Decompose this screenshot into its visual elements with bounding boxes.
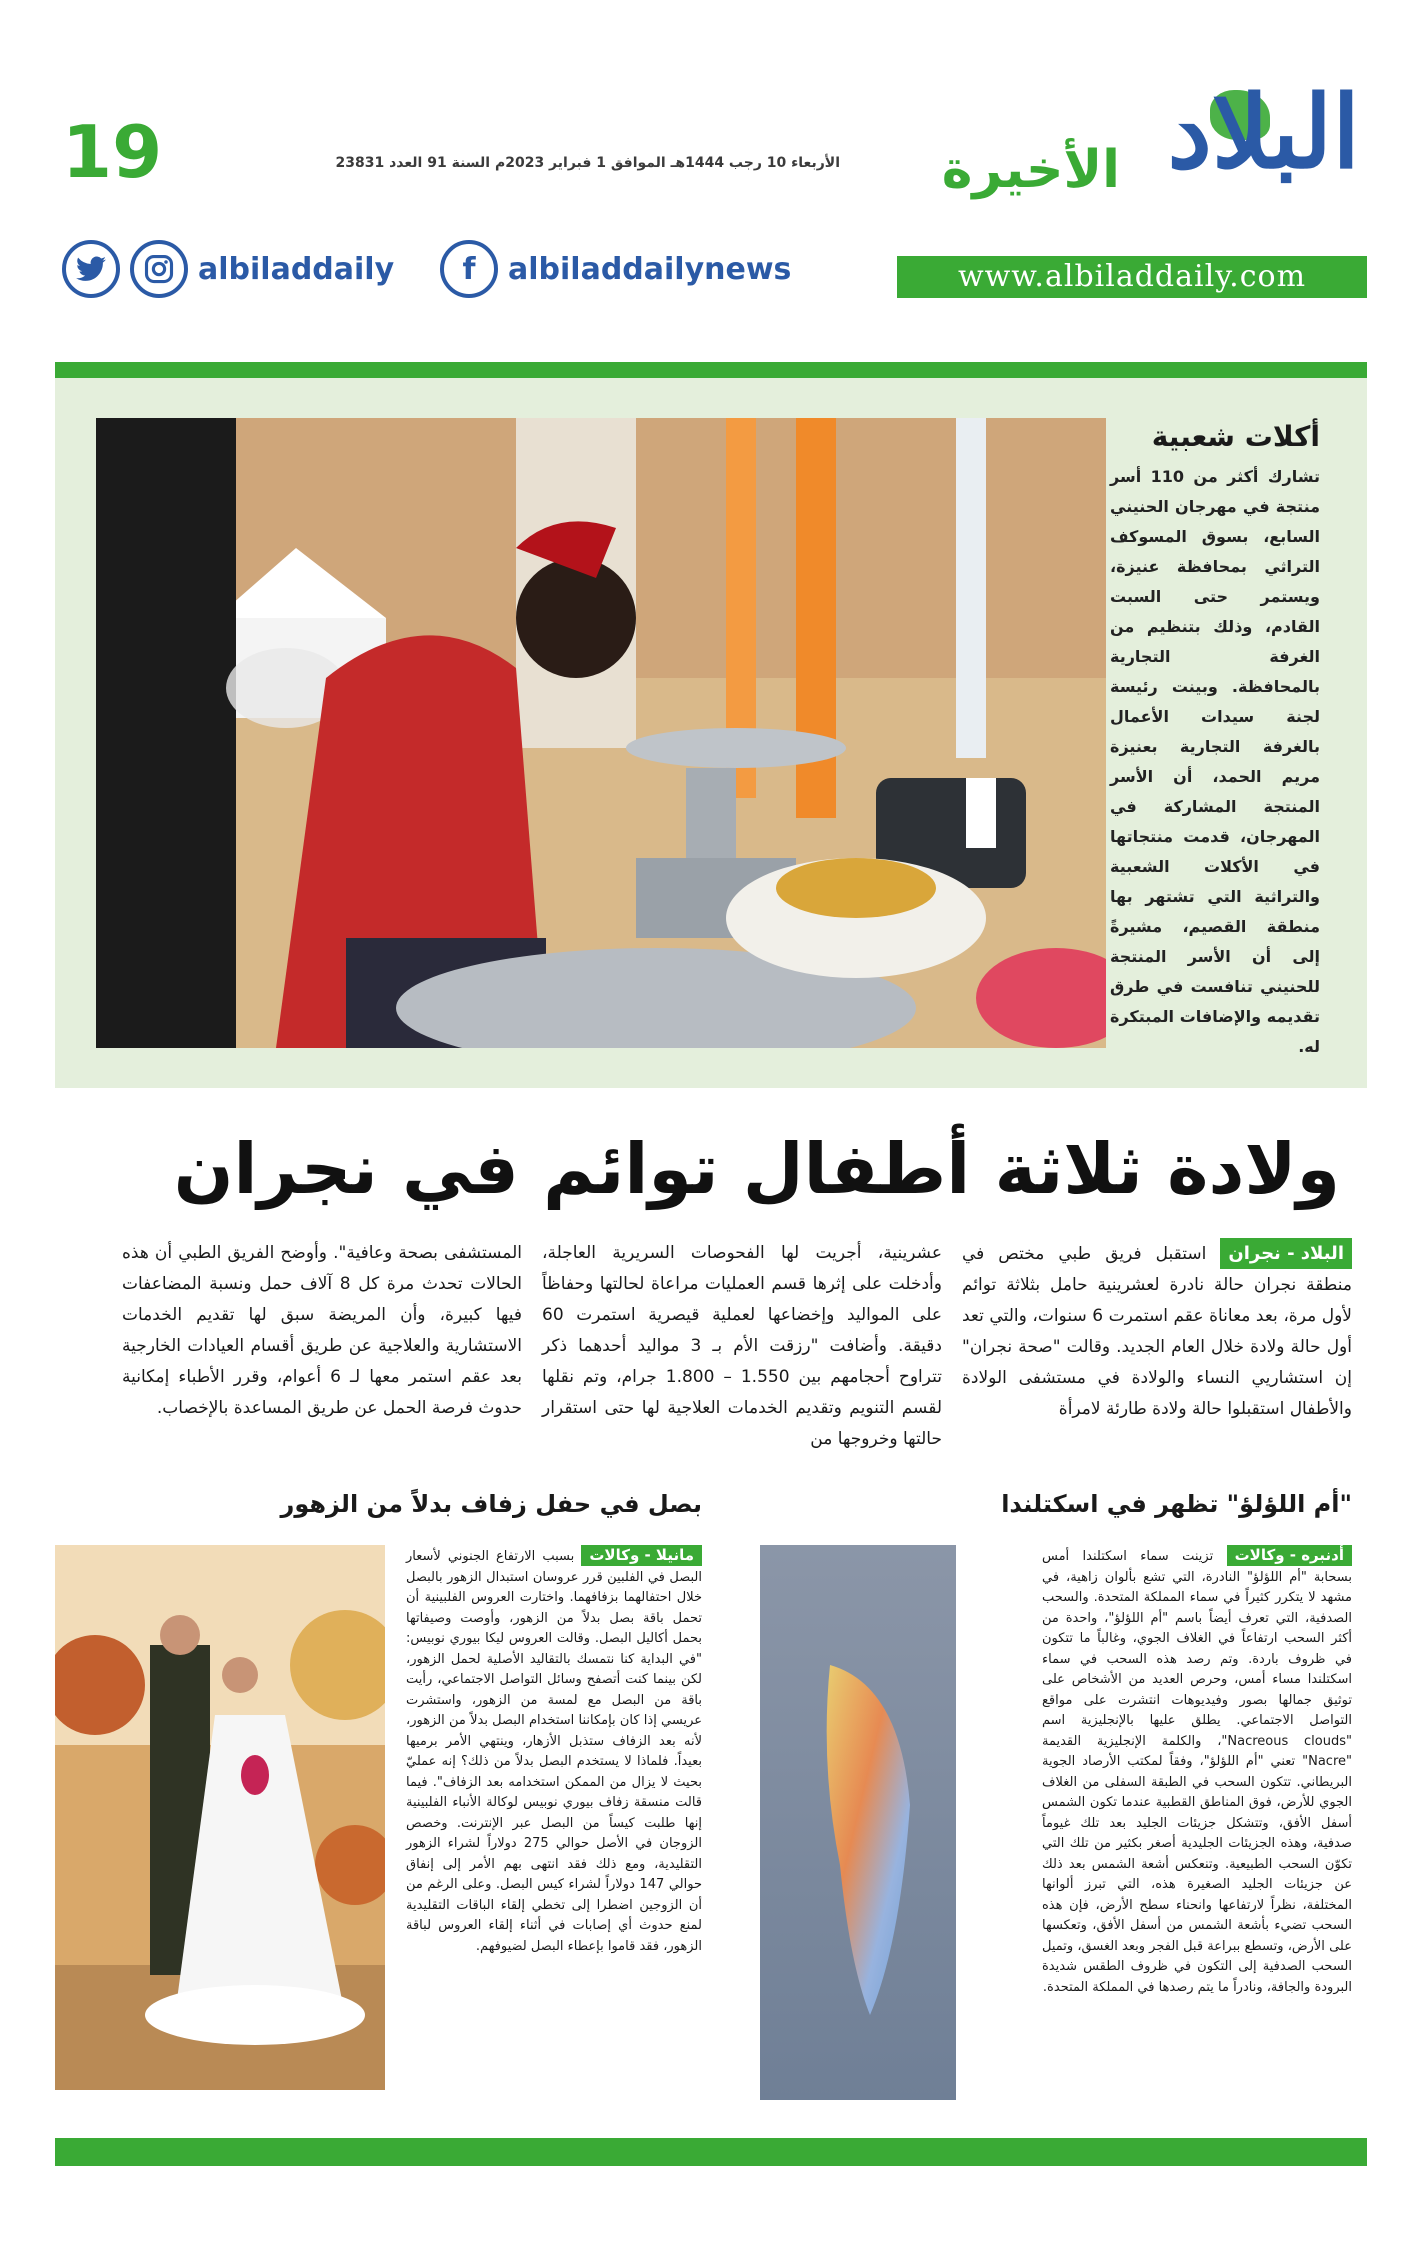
twitter-icon bbox=[62, 240, 120, 298]
onion-column bbox=[406, 1545, 702, 1957]
facebook-social[interactable] bbox=[440, 240, 791, 298]
facebook-handle: albiladdailynews bbox=[508, 251, 792, 287]
onion-body: بسبب الارتفاع الجنوني لأسعار البصل في الفلبين قرر عروسان استبدال الزهور بالبصل خلال احتفالهما بزفافهما. واختارت العروس الفلبينية أن تحمل باقة بصل بدلاً من الزهور، وأوصت وصيفاتها بحمل أكاليل البصل. وقالت العروس ليكا بيوري نوبيس: "في البداية كنا نتمسك بالتقاليد الأصلية لحمل الزهور، لكن بينما كنت أتصفح وسائل التواصل الاجتماعي، رأيت باقة من البصل مع لمسة من الزهور، واستشرت عريسي إذا كان بإمكاننا استخدام البصل بدلاً من الزهور، لأنه بعد الزفاف ستذبل الأزهار، وينتهي الأمر برميها بعيداً. فلماذا لا يستخدم البصل بدلاً من ذلك؟ إنه عمليّ بحيث لا يزال من الممكن استخدامه بعد الزفاف". فيما قالت منسقة زفاف بيوري نوبيس لوكالة الأنباء الفلبينية إنها طلبت كيساً من البصل عبر الإنترنت. وخصص الزوجان في الأصل حوالي 275 دولاراً لشراء الزهور التقليدية، ومع ذلك فقد انتهى بهم الأمر إلى إنفاق حوالي 147 دولاراً لشراء كيس البصل. وعلى الرغم من أن الزوجين اضطرا إلى تخطي إلقاء الباقات التقليدية لمنع حدوث أي إصابات في أثناء إلقاء العروس لباقة الزهور، فقد قاموا بإعطاء البصل لضيوفهم. bbox=[406, 1549, 702, 1954]
main-col1-text: استقبل فريق طبي مختص في منطقة نجران حالة نادرة لعشرينية حامل بثلاثة توائم لأول مرة، بعد معاناة عقم استمرت 6 سنوات، والتي تعد أول حالة ولادة خلال العام الجديد. وقالت "صحة نجران" إن استشاريي النساء والولادة في مستشفى الولادة والأطفال استقبلوا حالة ولادة طارئة لامرأة bbox=[962, 1244, 1352, 1419]
onion-kicker: مانيلا - وكالات bbox=[581, 1545, 702, 1566]
dateline: الأربعاء 10 رجب 1444هـ الموافق 1 فبراير 2023م السنة 91 العدد 23831 bbox=[335, 155, 840, 171]
bottom-divider bbox=[55, 2138, 1367, 2166]
pearl-column bbox=[1042, 1545, 1352, 1998]
main-column-1 bbox=[962, 1238, 1352, 1425]
instagram-handle: albiladdaily bbox=[198, 251, 395, 287]
feature-title: أكلات شعبية bbox=[1151, 420, 1320, 453]
section-name: الأخيرة bbox=[941, 140, 1120, 200]
newspaper-logo: البلاد bbox=[1167, 73, 1360, 191]
instagram-icon bbox=[130, 240, 188, 298]
main-col3-text: المستشفى بصحة وعافية". وأوضح الفريق الطبي أن هذه الحالات تحدث مرة كل 8 آلاف حمل ونسبة المضاعفات فيها كبيرة، وأن المريضة سبق لها تقديم الخدمات الاستشارية والعلاجية عن طريق أقسام العيادات الخارجية بعد عقم استمر معها لـ 6 أعوام، وقرر الأطباء إمكانية حدوث فرصة الحمل عن طريق المساعدة بالإخصاب. bbox=[122, 1243, 522, 1418]
main-headline: ولادة ثلاثة أطفال توائم في نجران bbox=[173, 1128, 1340, 1210]
twitter-instagram-social[interactable] bbox=[62, 240, 394, 298]
pearl-body: تزينت سماء اسكتلندا أمس بسحابة "أم اللؤلؤ" النادرة، التي تشع بألوان زاهية، في مشهد لا يتكرر كثيراً في سماء المملكة المتحدة. والسحب الصدفية، التي تعرف أيضاً باسم "أم اللؤلؤ"، واحدة من أكثر السحب ارتفاعاً في الغلاف الجوي، وغالباً ما تتكون في ظروف باردة. وتم رصد هذه السحب في سماء اسكتلندا مساء أمس، وحرص العديد من الأشخاص على توثيق جمالها بصور وفيديوهات انتشرت على مواقع التواصل الاجتماعي. يطلق عليها بالإنجليزية اسم "Nacreous clouds"، والكلمة الإنجليزية القديمة "Nacre" تعني "أم اللؤلؤ"، وفقاً لمكتب الأرصاد الجوية البريطاني. تتكون السحب في الطبقة السفلى من الغلاف الجوي للأرض، فوق المناطق القطبية عندما تكون الشمس أسفل الأفق، وتتشكل جزيئات الجليد بعد تلك غيوماً صدفية، وهذه الجزيئات الجليدية أصغر بكثير من تلك التي تكوّن السحب الطبيعية. وتنعكس أشعة الشمس بعد ذلك عن جزيئات الجليد الصغيرة هذه، التي تبرز ألوانها المختلفة، نظراً لارتفاعها وانحناء سطح الأرض، فإن هذه السحب تضيء بأشعة الشمس من أسفل الأفق، وتعكسها على الأرض، وتسطع ببراعة قبل الفجر وبعد الغسق، وتميل السحب الصدفية إلى التكون في ظروف الطقس شديدة البرودة والجافة، ونادراً ما يتم رصدها في المملكة المتحدة. bbox=[1042, 1549, 1352, 1995]
facebook-icon: f bbox=[440, 240, 498, 298]
pearl-photo bbox=[760, 1545, 956, 2100]
feature-photo bbox=[96, 418, 1106, 1048]
page-number: 19 bbox=[62, 110, 163, 194]
main-kicker: البلاد - نجران bbox=[1220, 1238, 1352, 1269]
main-col2-text: عشرينية، أجريت لها الفحوصات السريرية العاجلة، وأدخلت على إثرها قسم العمليات مراعاة لحالتها وحفاظاً على المواليد وإخضاعها لعملية قيصرية استمرت 60 دقيقة. وأضافت "رزقت الأم بـ 3 مواليد أحدهما ذكر تتراوح أحجامهم بين 1.550 – 1.800 جرام، وتم نقلها لقسم التنويم وتقديم الخدمات العلاجية لها حتى استقرار حالتها وخروجها من bbox=[542, 1243, 942, 1449]
pearl-headline: "أم اللؤلؤ" تظهر في اسكتلندا bbox=[1001, 1490, 1352, 1518]
wedding-photo bbox=[55, 1545, 385, 2090]
pearl-kicker: أدنبره - وكالات bbox=[1227, 1545, 1352, 1566]
onion-headline: بصل في حفل زفاف بدلاً من الزهور bbox=[280, 1490, 702, 1518]
website-link[interactable]: www.albiladdaily.com bbox=[897, 256, 1367, 298]
feature-body: تشارك أكثر من 110 أسر منتجة في مهرجان الحنيني السابع، بسوق المسوكف التراثي بمحافظة عنيزة، ويستمر حتى السبت القادم، وذلك بتنظيم من الغرفة التجارية بالمحافظة. وبينت رئيسة لجنة سيدات الأعمال بالغرفة التجارية بعنيزة مريم الحمد، أن الأسر المنتجة المشاركة في المهرجان، قدمت منتجاتها في الأكلات الشعبية والتراثية التي تشتهر بها منطقة القصيم، مشيرةً إلى أن الأسر المنتجة للحنيني تنافست في طرق تقديمه والإضافات المبتكرة له. bbox=[1110, 467, 1320, 1056]
